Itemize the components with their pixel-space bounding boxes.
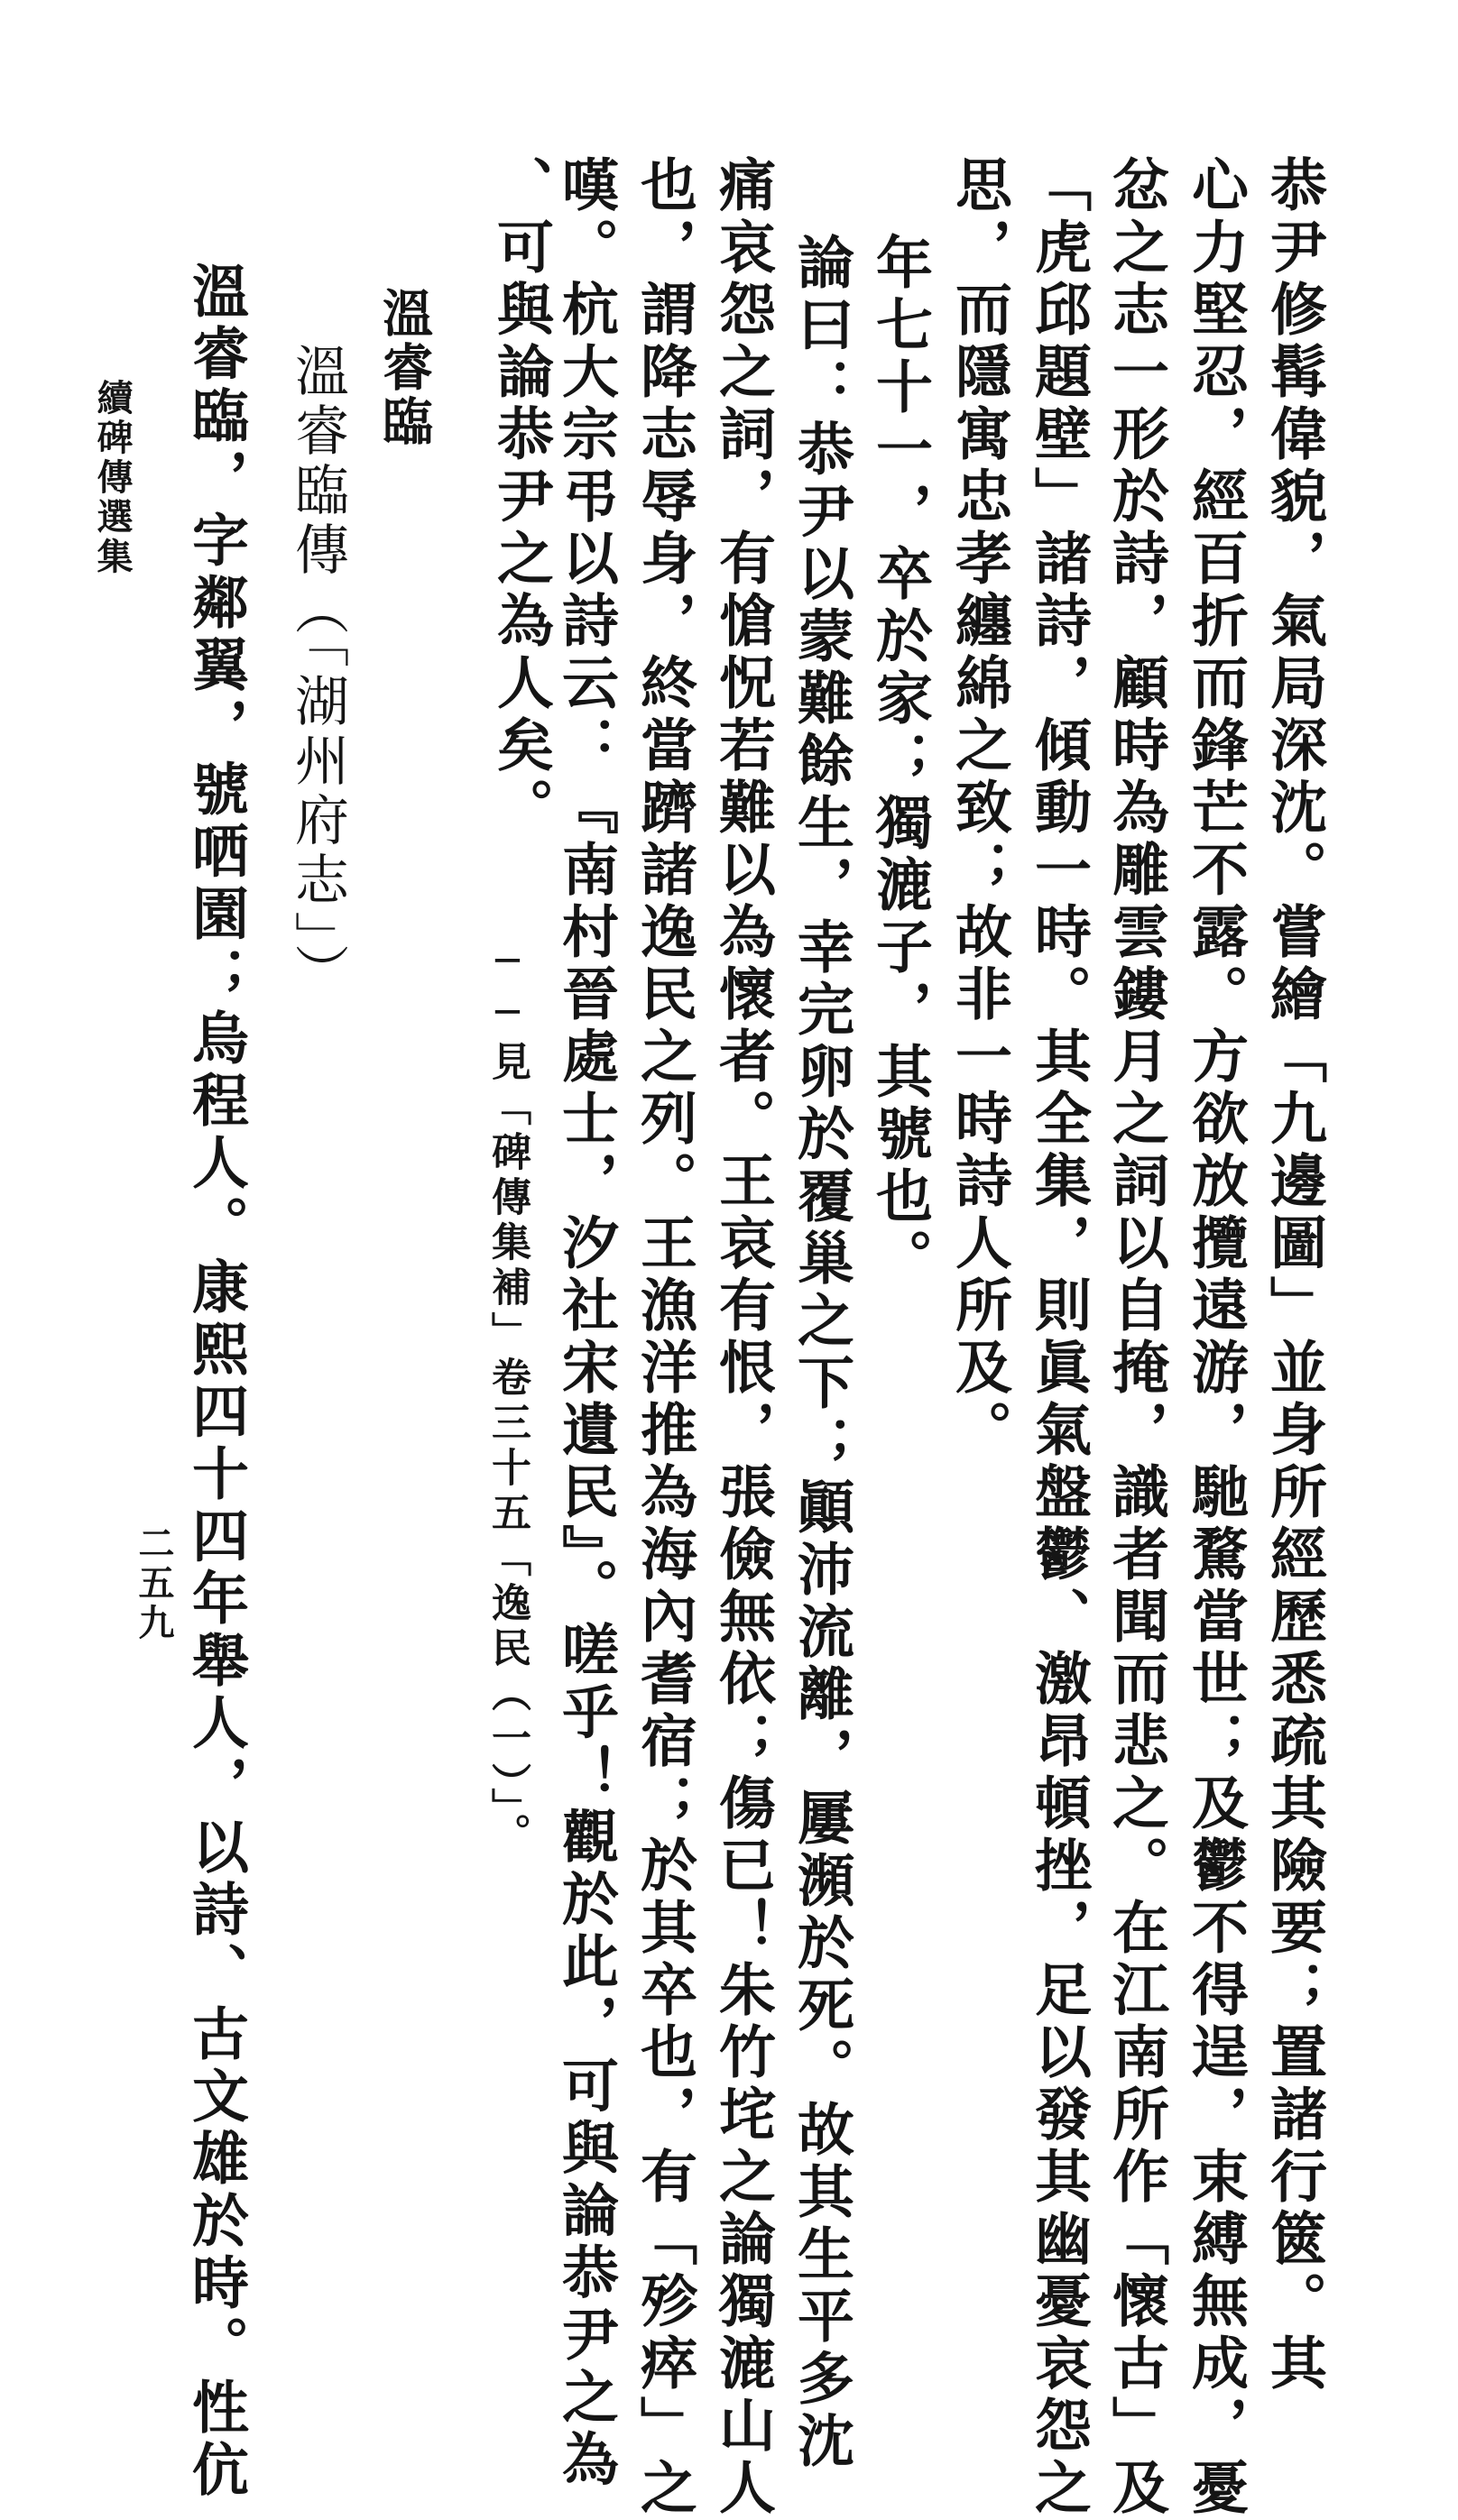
text-column-9: 也，謂降志辱身，終當躋諸逸民之列。王漁洋推為海內耆宿；於其卒也，有「殄瘁」之 (632, 155, 698, 2520)
text-column-6: 年七十一，卒於家；獨漉子，其號也。 (867, 233, 934, 1291)
text-column-2: 心力堅忍，經百折而鋒芒不露。方欲放攬遠游，馳騖當世；及鬱不得逞，束縛無成，憂 (1183, 155, 1250, 2520)
text-column-10: 嘆。杭大宗弔以詩云：『南村晉處士，汐社宋遺民』。嗟乎！觀於此，可與論恭尹之為 (553, 155, 620, 2492)
text-column-12: 溫睿臨，字鄰翼，號哂園；烏程人。康熙四十四年舉人，以詩、古文雄於時。性伉 (183, 262, 250, 2502)
text-column-1: 恭尹修髯偉貌，氣局深沈。嘗繪「九邊圖」並身所經歷悉疏其險要；置諸行篋。其 (1261, 155, 1328, 2396)
text-column-8: 痛哀怨之詞，有愴怳若難以為懷者。王哀有恨，張儉無依；傷已！朱竹垞之論獨漉山人 (710, 155, 777, 2520)
source-citation: ──見「碑傳集補」卷三十五「逸民（一）」。 (484, 938, 531, 1858)
text-column-11: 、可與論恭尹之為人矣。 (488, 155, 555, 840)
text-column-5: 思，而隱寓忠孝纏綿之致；故非一時詩人所及。 (946, 155, 1013, 1462)
section-heading: 溫睿臨 (374, 287, 434, 449)
section-subheading: 溫睿臨傳（「湖州府志」） (286, 343, 349, 1003)
page-number: 二五九 (133, 1524, 175, 1643)
running-head: 續碑傳選集 (91, 379, 134, 577)
text-column-3: 忿之志一形於詩，顧時為雕雲鏤月之詞以自掩，識者聞而悲之。在江南所作「懷古」及 (1103, 155, 1170, 2520)
text-column-4: 「虎邱題壁」諸詩，傾動一時。其全集，則眞氣盤鬱、激昂頓挫，足以發其幽憂哀怨之 (1026, 155, 1093, 2520)
text-column-7: 論曰：恭尹以蒙難餘生，幸完卵於覆巢之下；顚沛流離，屢瀕於死。故其生平多沈 (789, 233, 855, 2473)
